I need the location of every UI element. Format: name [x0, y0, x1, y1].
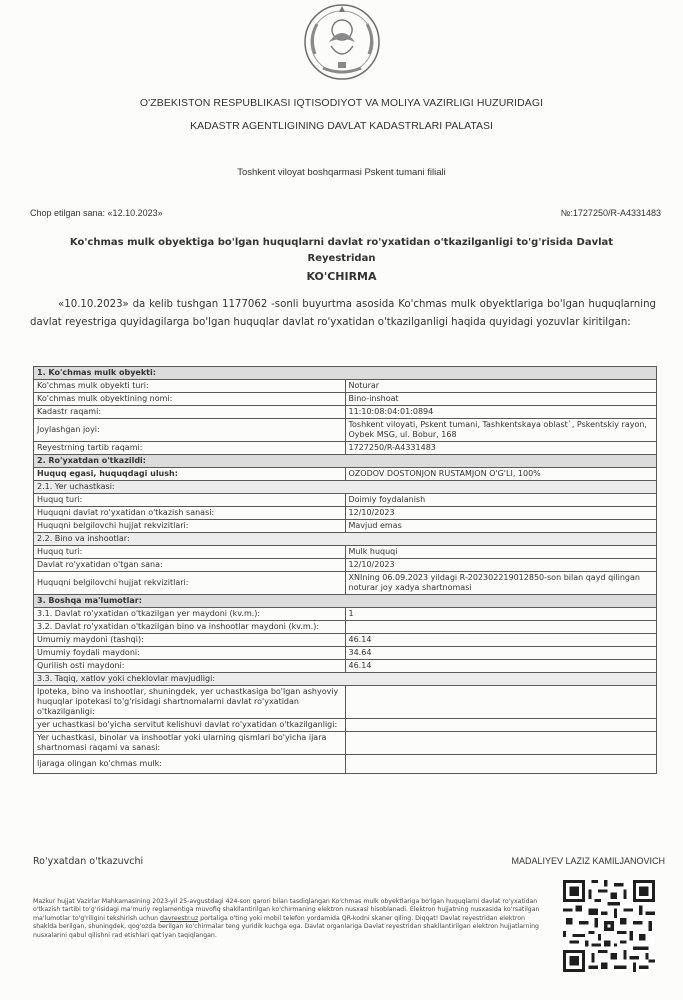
- row-label: Huquq turi:: [34, 494, 346, 507]
- subsection-row: [34, 673, 657, 686]
- row-value: Noturar: [345, 380, 657, 393]
- row-label: Ko'chmas mulk obyektining nomi:: [34, 393, 346, 406]
- row-value: [345, 686, 657, 719]
- legal-footnote: [33, 898, 545, 940]
- table-row: [34, 442, 657, 455]
- row-value: XNIning 06.09.2023 yildagi R-202302219012850-son bilan qayd qilingan noturar joy xadya shartnomasi: [345, 572, 657, 595]
- row-value: 12/10/2023: [345, 507, 657, 520]
- footnote-text-1: Mazkur hujjat Vazirlar Mahkamasining 2023-yil 25-avgustdagi 424-son qarori bilan tasdiqlangan Ko'chmas mulk obyektlariga bo'lgan huquqlarni davlat ro'yxatidan o'tkazish tartibi to'g'risidagi ma'muriy reglamentiga muvofiq shakllantirilgan ko'chirmaning elektron nusxasi hisoblanadi. Elektron hujjatning nusxasida ko'rsatilgan ma'lumotlar to'g'riligini tekshirish uchun: [33, 898, 540, 922]
- document-title: Ko'chmas mulk obyektiga bo'lgan huquqlarni davlat ro'yxatidan o'tkazilganligi to'g'risida Davlat Reyestridan: [69, 237, 614, 264]
- row-label: Huquqni belgilovchi hujjat rekvizitlari:: [34, 520, 346, 533]
- document-type: KO'CHIRMA: [306, 270, 377, 283]
- table-row: [34, 507, 657, 520]
- row-value: 46.14: [345, 660, 657, 673]
- section-row: [34, 455, 657, 468]
- row-value: Mulk huquqi: [345, 546, 657, 559]
- row-value: Mavjud emas: [345, 520, 657, 533]
- row-label: Yer uchastkasi, binolar va inshootlar yoki ularning qismlari bo'yicha ijara shartnomasi raqami va sanasi:: [34, 732, 346, 755]
- table-row: [34, 468, 657, 481]
- subsection-row: [34, 533, 657, 546]
- row-value: Bino-inshoat: [345, 393, 657, 406]
- registrar-name: MADALIYEV LAZIZ KAMILJANOVICH: [511, 856, 665, 866]
- row-label: Huquq turi:: [34, 546, 346, 559]
- section-other: 3. Boshqa ma'lumotlar:: [34, 595, 657, 608]
- row-label: Joylashgan joyi:: [34, 419, 346, 442]
- verification-link[interactable]: davreestr.uz: [160, 914, 199, 922]
- registry-table: [33, 366, 657, 774]
- table-row: [34, 572, 657, 595]
- row-value: [345, 755, 657, 774]
- row-label: Qurilish osti maydoni:: [34, 660, 346, 673]
- row-label: Huquqni davlat ro'yxatidan o'tkazish sanasi:: [34, 507, 346, 520]
- row-value: 11:10:08:04:01:0894: [345, 406, 657, 419]
- row-value: 1727250/R-A4331483: [345, 442, 657, 455]
- row-label: Umumiy maydoni (tashqi):: [34, 634, 346, 647]
- table-row: [34, 380, 657, 393]
- subsection-buildings: 2.2. Bino va inshootlar:: [34, 533, 657, 546]
- table-row: [34, 546, 657, 559]
- table-row: [34, 559, 657, 572]
- print-date: Chop etilgan sana: «12.10.2023»: [30, 208, 163, 218]
- row-label: Kadastr raqami:: [34, 406, 346, 419]
- row-value: 12/10/2023: [345, 559, 657, 572]
- state-emblem-icon: [301, 2, 383, 82]
- row-value: 34.64: [345, 647, 657, 660]
- table-row: [34, 755, 657, 774]
- table-row: [34, 660, 657, 673]
- row-value: [345, 621, 657, 634]
- subsection-row: [34, 481, 657, 494]
- registrar-label: Ro'yxatdan o'tkazuvchi: [33, 856, 144, 867]
- row-label: yer uchastkasi bo'yicha servitut kelishuvi davlat ro'yxatidan o'tkazilganligi:: [34, 719, 346, 732]
- chamber-header: KADASTR AGENTLIGINING DAVLAT KADASTRLARI PALATASI: [190, 120, 493, 132]
- footnote-text-2: portaliga o'ting yoki mobil telefon yordamida QR-kodni skaner qiling. Diqqat! Davlat reyestridan elektron shaklda berilgan, shuningdek, qog'ozda berilgan ko'chirmalar teng yuridik kuchga ega. Davlat organlariga Davlat reyestridan shakllantirilgan elektron hujjatlarning nusxalarini qabul qilishni rad etishlari qat'iyan taqiqlangan.: [33, 914, 539, 939]
- row-value: 46.14: [345, 634, 657, 647]
- row-label: Ko'chmas mulk obyekti turi:: [34, 380, 346, 393]
- row-value: OZODOV DOSTONJON RUSTAMJON O'G'LI, 100%: [345, 468, 657, 481]
- table-row: [34, 520, 657, 533]
- table-row: [34, 634, 657, 647]
- subsection-land: 2.1. Yer uchastkasi:: [34, 481, 657, 494]
- table-row: [34, 647, 657, 660]
- table-row: [34, 494, 657, 507]
- row-label: Ijaraga olingan ko'chmas mulk:: [34, 755, 346, 774]
- subsection-restrictions: 3.3. Taqiq, xatlov yoki cheklovlar mavjudligi:: [34, 673, 657, 686]
- table-row: [34, 393, 657, 406]
- row-label: 3.2. Davlat ro'yxatidan o'tkazilgan bino va inshootlar maydoni (kv.m.):: [34, 621, 346, 634]
- row-value: [345, 732, 657, 755]
- table-row: [34, 719, 657, 732]
- row-label: Huquqni belgilovchi hujjat rekvizitlari:: [34, 572, 346, 595]
- intro-paragraph: «10.10.2023» da kelib tushgan 1177062 -sonli buyurtma asosida Ko'chmas mulk obyektlariga bo'lgan huquqlarning davlat reyestriga quyidagilarga bo'lgan huquqlar davlat ro'yxatidan o'tkazilganligi haqida quyidagi yozuvlar kiritilgan:: [30, 299, 656, 328]
- section-registered: 2. Ro'yxatdan o'tkazildi:: [34, 455, 657, 468]
- row-label: Huquq egasi, huquqdagi ulush:: [34, 468, 346, 481]
- row-value: 1: [345, 608, 657, 621]
- document-number: №:1727250/R-A4331483: [560, 208, 661, 218]
- section-row: [34, 367, 657, 380]
- row-label: Davlat ro'yxatidan o'tgan sana:: [34, 559, 346, 572]
- table-row: [34, 406, 657, 419]
- row-value: Toshkent viloyati, Pskent tumani, Tashkentskaya oblast`, Pskentskiy rayon, Oybek MSG, ul. Bobur, 168: [345, 419, 657, 442]
- branch-name: Toshkent viloyat boshqarmasi Pskent tumani filiali: [237, 167, 446, 178]
- table-row: [34, 419, 657, 442]
- table-row: [34, 732, 657, 755]
- row-label: Ipoteka, bino va inshootlar, shuningdek, yer uchastkasiga bo'lgan ashyoviy huquqlar ipotekasi to'g'risidagi shartnomalarni davlat ro'yxatidan o'tkazilganligi:: [34, 686, 346, 719]
- row-label: Reyestrning tartib raqami:: [34, 442, 346, 455]
- row-label: 3.1. Davlat ro'yxatidan o'tkazilgan yer maydoni (kv.m.):: [34, 608, 346, 621]
- qr-code-icon[interactable]: [563, 880, 655, 972]
- ministry-header: O'ZBEKISTON RESPUBLIKASI IQTISODIYOT VA MOLIYA VAZIRLIGI HUZURIDAGI: [139, 97, 544, 109]
- row-value: Doimiy foydalanish: [345, 494, 657, 507]
- section-object: 1. Ko'chmas mulk obyekti:: [34, 367, 657, 380]
- row-label: Umumiy foydali maydoni:: [34, 647, 346, 660]
- table-row: [34, 608, 657, 621]
- table-row: [34, 686, 657, 719]
- row-value: [345, 719, 657, 732]
- section-row: [34, 595, 657, 608]
- table-row: [34, 621, 657, 634]
